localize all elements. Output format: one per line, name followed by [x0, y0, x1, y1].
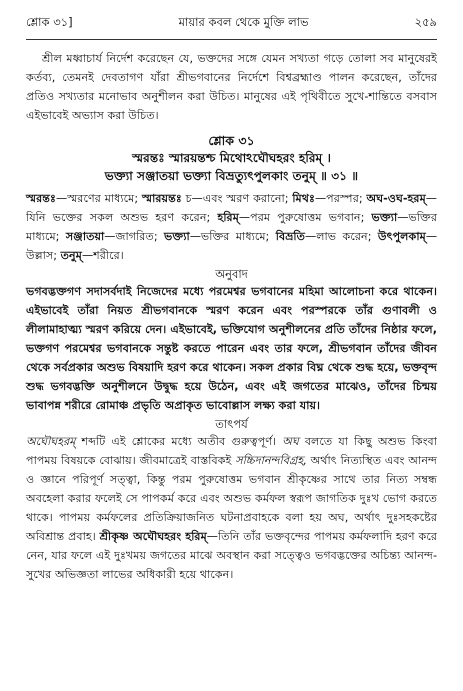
synonym-word: ভক্ত্যা	[371, 211, 398, 224]
synonym-meaning: জাগরিত;	[115, 230, 158, 243]
synonym-meaning: যিনি ভক্তের সকল অশুভ হরণ করেন;	[26, 211, 211, 224]
synonyms: স্মরন্তঃ—স্মরণের মাধ্যমে; স্মারয়ন্তঃ চ—এবং স্মরণ করানো; মিথঃ—পরস্পর; অঘ-ওঘ-হরম্‌—যিনি ভক্তের সকল অশুভ হরণ করেন; হরিম্‌—পরম পুরুষোত্তম ভগবান; ভক্ত্যা—ভক্তির মাধ্যমে; সঞ্জাতয়া—জাগরিত; ভক্ত্যা—ভক্তির মাধ্যমে; বিভ্রতি—লাভ করেন; উৎপুলকাম্‌—উল্লাস; তনুম্‌—শরীরে।	[26, 192, 437, 262]
synonym-word: মিথঃ	[292, 192, 315, 205]
synonym-word: অঘ-ওঘ-হরম্‌	[366, 192, 426, 205]
purport-term: সচ্চিদানন্দবিগ্রহ,	[235, 454, 307, 467]
purport-text	[26, 432, 437, 584]
synonym-meaning: পরম পুরুষোত্তম ভগবান;	[250, 211, 365, 224]
synonym-meaning: ভক্তির মাধ্যমে;	[26, 211, 437, 243]
synonym-word: হরিম্‌	[217, 211, 239, 224]
synonym-word: উৎপুলকাম্‌	[377, 230, 426, 243]
page-number: ২৫৯	[414, 15, 437, 29]
translation-text	[26, 282, 437, 415]
synonym-word: বিভ্রতি	[275, 230, 306, 243]
purport-term: শ্রীকৃষ্ণ অঘৌঘহরং হরিম্‌	[99, 530, 207, 543]
synonym-word: স্মরন্তঃ	[26, 192, 56, 205]
translation-heading: অনুবাদ	[215, 267, 248, 281]
synonym-word: স্মারয়ন্তঃ	[141, 192, 182, 205]
synonym-meaning: চ—এবং স্মরণ করানো;	[185, 192, 289, 205]
synonym-meaning: পরস্পর;	[326, 192, 363, 205]
synonym-meaning: লাভ করেন;	[316, 230, 372, 243]
synonym-word: ভক্ত্যা	[164, 230, 190, 243]
verse-line-1: স্মরন্তঃ স্মারয়ন্তশ্চ মিথোঽঘৌঘহরং হরিম্‌ ।	[132, 151, 331, 165]
translation-body: ভগবদ্ভক্তগণ সদাসর্বদাই নিজেদের মধ্যে পরমেশ্বর ভগবানের মহিমা আলোচনা করে থাকেন। এইভাবেই তাঁরা নিয়ত শ্রীভগবানকে স্মরণ করেন এবং পরস্পরকে তাঁর গুণাবলী ও লীলামাহাত্ম্য স্মরণ করিয়ে দেন। এইভাবেই, ভক্তিযোগ অনুশীলনের প্রতি তাঁদের নিষ্ঠার ফলে, ভক্তগণ পরমেশ্বর ভগবানকে সন্তুষ্ট করতে পারেন এবং তার ফলে, শ্রীভগবান তাঁদের জীবন থেকে সর্বপ্রকার অশুভ বিষয়াদি হরণ করে থাকেন। সকল প্রকার বিঘ্ন থেকে শুদ্ধ হয়ে, ভক্তবৃন্দ শুদ্ধ ভগবদ্ভক্তি অনুশীলনে উদ্বুদ্ধ হয়ে উঠেন, এবং এই জগতের মাঝেও, তাঁদের চিন্ময় ভাবাপন্ন শরীরে রোমাঞ্চ প্রভৃতি অপ্রাকৃত ভাবোল্লাস লক্ষ্য করা যায়।	[26, 285, 437, 412]
purport-term: অঘৌঘহরম্‌	[26, 435, 76, 448]
synonym-meaning: উল্লাস;	[26, 249, 58, 262]
purport-heading: তাৎপর্য	[215, 417, 248, 431]
synonym-meaning: স্মরণের মাধ্যমে;	[67, 192, 139, 205]
purport-run: শব্দটি এই শ্লোকের মধ্যে অতীব গুরুত্বপূর্ণ।	[75, 435, 283, 448]
header-verse-ref: শ্লোক ৩১]	[26, 15, 73, 29]
purport-run: অর্থাৎ নিত্যস্থিত এবং আনন্দ ও জ্ঞানে পরিপূর্ণ সত্ত্বা, কিন্তু পরম পুরুষোত্তম ভগবান শ্রীকৃষ্ণের সাথে তার নিত্য সম্বন্ধ অবহেলা করার ফলেই সে পাপকর্ম করে এবং অশুভ কর্মফল স্বরূপ জাগতিক দুঃখ ভোগ করতে থাকে। পাপময় কর্মফলের প্রতিক্রিয়াজনিত ঘটনাপ্রবাহকে বলা হয় অঘ, অর্থাৎ দুঃসহকষ্টের অবিশ্রান্ত প্রবাহ।	[26, 454, 437, 543]
page-header	[26, 14, 437, 40]
verse-line-2: ভক্ত্যা সঞ্জাতয়া ভক্ত্যা বিভ্রত্যুৎপুলকাং তনুম্‌ ॥ ৩১ ॥	[104, 169, 359, 183]
purport-run: বলতে যা কিছু অশুভ কিংবা পাপময় বিষয়কে বোঝায়। জীবমাত্রেই বাস্তবিকই	[26, 435, 437, 467]
synonym-meaning: শরীরে।	[93, 249, 124, 262]
purport-term: অঘ	[282, 435, 299, 448]
verse	[26, 149, 437, 185]
purport-run: —তিনি তাঁর ভক্তবৃন্দের পাপময় কর্মফলাদি হরণ করে নেন, যার ফলে এই দুঃখময় জগতের মাঝে অবস্থান করা সত্ত্বেও ভগবদ্ভক্তের অচিন্ত্য আনন্দ-সুখের অভিজ্ঞতা লাভের অধিকারী হয়ে থাকেন।	[26, 530, 437, 581]
synonym-word: তনুম্‌	[60, 249, 82, 262]
header-chapter-title: মায়ার কবল থেকে মুক্তি লাভ	[178, 15, 309, 29]
synonym-meaning: ভক্তির মাধ্যমে;	[200, 230, 270, 243]
intro-paragraph: শ্রীল মধ্বাচার্য নির্দেশ করেছেন যে, ভক্তদের সঙ্গে যেমন সখ্যতা গড়ে তোলা সব মানুষেরই কর্তব্য, তেমনই দেবতাগণ যাঁরা শ্রীভগবানের নির্দেশে বিশ্বব্রহ্মাণ্ড পালন করেছেন, তাঁদের প্রতিও সখ্যতার মনোভাব অনুশীলন করা উচিত। মানুষের এই পৃথিবীতে সুখে-শান্তিতে বসবাস এইভাবেই অভ্যাস করা উচিত।	[26, 52, 437, 122]
synonym-word: সঞ্জাতয়া	[65, 230, 105, 243]
shloka-title: শ্লোক ৩১	[208, 133, 255, 148]
